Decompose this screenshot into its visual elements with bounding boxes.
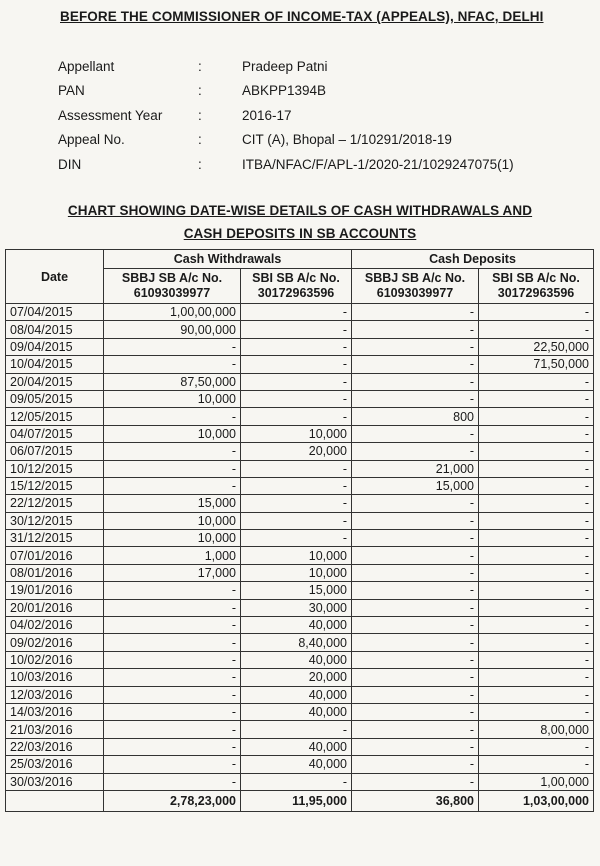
detail-colon: : xyxy=(198,59,202,74)
amount-cell: 1,000 xyxy=(104,547,241,564)
document-heading: BEFORE THE COMMISSIONER OF INCOME-TAX (APPEALS), NFAC, DELHI xyxy=(60,9,544,24)
date-cell: 07/04/2015 xyxy=(6,304,104,321)
amount-cell: - xyxy=(241,408,352,425)
amount-cell: 10,000 xyxy=(104,512,241,529)
table-row xyxy=(6,686,594,703)
amount-cell: - xyxy=(104,651,241,668)
amount-cell: - xyxy=(352,425,479,442)
totals-row xyxy=(6,790,594,811)
amount-cell: - xyxy=(479,321,594,338)
amount-cell: - xyxy=(241,373,352,390)
table-row xyxy=(6,756,594,773)
amount-cell: - xyxy=(104,338,241,355)
table-row xyxy=(6,408,594,425)
amount-cell: - xyxy=(352,495,479,512)
detail-colon: : xyxy=(198,107,202,123)
table-row xyxy=(6,669,594,686)
date-cell: 12/05/2015 xyxy=(6,408,104,425)
amount-cell: - xyxy=(352,721,479,738)
date-cell: 09/05/2015 xyxy=(6,390,104,407)
amount-cell: - xyxy=(241,512,352,529)
table-row xyxy=(6,530,594,547)
amount-cell: - xyxy=(352,390,479,407)
amount-cell: - xyxy=(104,617,241,634)
detail-value: 2016-17 xyxy=(242,107,292,123)
table-row xyxy=(6,495,594,512)
amount-cell: 90,00,000 xyxy=(104,321,241,338)
detail-label: Assessment Year xyxy=(58,107,163,123)
amount-cell: - xyxy=(352,686,479,703)
amount-cell: - xyxy=(104,599,241,616)
table-row xyxy=(6,443,594,460)
amount-cell: - xyxy=(352,582,479,599)
amount-cell: 15,000 xyxy=(104,495,241,512)
total-cell: 36,800 xyxy=(352,790,479,811)
date-header: Date xyxy=(6,250,104,304)
amount-cell: 10,000 xyxy=(104,390,241,407)
column-header: SBBJ SB A/c No. 61093039977 xyxy=(352,269,479,304)
date-cell: 10/12/2015 xyxy=(6,460,104,477)
detail-row xyxy=(58,55,514,79)
amount-cell: - xyxy=(352,373,479,390)
amount-cell: - xyxy=(104,356,241,373)
amount-cell: 20,000 xyxy=(241,443,352,460)
amount-cell: 71,50,000 xyxy=(479,356,594,373)
amount-cell: - xyxy=(352,773,479,790)
amount-cell: 8,40,000 xyxy=(241,634,352,651)
table-row xyxy=(6,721,594,738)
amount-cell: - xyxy=(352,443,479,460)
amount-cell: 17,000 xyxy=(104,564,241,581)
table-row xyxy=(6,599,594,616)
appeal-details xyxy=(58,55,514,177)
amount-cell: - xyxy=(241,460,352,477)
table-row xyxy=(6,304,594,321)
amount-cell: - xyxy=(104,408,241,425)
amount-cell: - xyxy=(479,443,594,460)
amount-cell: 40,000 xyxy=(241,738,352,755)
table-row xyxy=(6,425,594,442)
amount-cell: 40,000 xyxy=(241,686,352,703)
totals-label-cell xyxy=(6,790,104,811)
amount-cell: - xyxy=(479,477,594,494)
amount-cell: - xyxy=(352,547,479,564)
date-cell: 09/04/2015 xyxy=(6,338,104,355)
table-row xyxy=(6,738,594,755)
amount-cell: - xyxy=(479,390,594,407)
date-cell: 25/03/2016 xyxy=(6,756,104,773)
table-row xyxy=(6,321,594,338)
date-cell: 21/03/2016 xyxy=(6,721,104,738)
amount-cell: - xyxy=(352,634,479,651)
amount-cell: - xyxy=(352,321,479,338)
date-cell: 14/03/2016 xyxy=(6,703,104,720)
table-row xyxy=(6,651,594,668)
amount-cell: - xyxy=(479,669,594,686)
deposits-group-header: Cash Deposits xyxy=(352,250,594,269)
amount-cell: - xyxy=(104,738,241,755)
date-cell: 20/01/2016 xyxy=(6,599,104,616)
date-cell: 19/01/2016 xyxy=(6,582,104,599)
amount-cell: - xyxy=(104,443,241,460)
amount-cell: 15,000 xyxy=(352,477,479,494)
amount-cell: - xyxy=(352,338,479,355)
amount-cell: - xyxy=(104,582,241,599)
amount-cell: 30,000 xyxy=(241,599,352,616)
detail-value: ITBA/NFAC/F/APL-1/2020-21/1029247075(1) xyxy=(242,156,514,172)
detail-label: Appeal No. xyxy=(58,132,125,148)
amount-cell: 87,50,000 xyxy=(104,373,241,390)
amount-cell: - xyxy=(479,373,594,390)
amount-cell: - xyxy=(479,564,594,581)
cash-transactions-table xyxy=(5,249,594,812)
amount-cell: - xyxy=(479,408,594,425)
detail-label: PAN xyxy=(58,83,85,99)
amount-cell: - xyxy=(241,495,352,512)
amount-cell: 40,000 xyxy=(241,651,352,668)
amount-cell: - xyxy=(479,304,594,321)
amount-cell: - xyxy=(352,512,479,529)
amount-cell: 1,00,00,000 xyxy=(104,304,241,321)
date-cell: 20/04/2015 xyxy=(6,373,104,390)
total-cell: 2,78,23,000 xyxy=(104,790,241,811)
chart-title-line-2: CASH DEPOSITS IN SB ACCOUNTS xyxy=(183,226,417,241)
amount-cell: - xyxy=(352,356,479,373)
total-cell: 1,03,00,000 xyxy=(479,790,594,811)
table-row xyxy=(6,547,594,564)
amount-cell: - xyxy=(479,425,594,442)
detail-label: DIN xyxy=(58,156,82,172)
amount-cell: - xyxy=(104,756,241,773)
detail-row xyxy=(58,79,514,103)
amount-cell: - xyxy=(479,686,594,703)
amount-cell: - xyxy=(241,356,352,373)
date-cell: 30/12/2015 xyxy=(6,512,104,529)
amount-cell: - xyxy=(104,686,241,703)
amount-cell: 40,000 xyxy=(241,617,352,634)
amount-cell: 10,000 xyxy=(241,425,352,442)
detail-colon: : xyxy=(198,156,202,172)
withdrawals-group-header: Cash Withdrawals xyxy=(104,250,352,269)
amount-cell: - xyxy=(352,703,479,720)
table-row xyxy=(6,390,594,407)
amount-cell: - xyxy=(241,477,352,494)
amount-cell: - xyxy=(352,530,479,547)
date-cell: 06/07/2015 xyxy=(6,443,104,460)
amount-cell: - xyxy=(241,321,352,338)
amount-cell: - xyxy=(352,617,479,634)
table-row xyxy=(6,703,594,720)
amount-cell: - xyxy=(352,564,479,581)
amount-cell: - xyxy=(104,460,241,477)
amount-cell: - xyxy=(104,773,241,790)
detail-row xyxy=(58,104,514,128)
date-cell: 15/12/2015 xyxy=(6,477,104,494)
table-row xyxy=(6,512,594,529)
amount-cell: - xyxy=(352,651,479,668)
date-cell: 08/01/2016 xyxy=(6,564,104,581)
amount-cell: - xyxy=(241,338,352,355)
detail-value: ABKPP1394B xyxy=(242,83,327,99)
amount-cell: - xyxy=(479,651,594,668)
amount-cell: - xyxy=(479,703,594,720)
amount-cell: 10,000 xyxy=(104,530,241,547)
date-cell: 22/03/2016 xyxy=(6,738,104,755)
table-row xyxy=(6,773,594,790)
amount-cell: - xyxy=(479,495,594,512)
date-cell: 31/12/2015 xyxy=(6,530,104,547)
amount-cell: 10,000 xyxy=(241,547,352,564)
date-cell: 08/04/2015 xyxy=(6,321,104,338)
amount-cell: - xyxy=(104,634,241,651)
date-cell: 04/02/2016 xyxy=(6,617,104,634)
date-cell: 22/12/2015 xyxy=(6,495,104,512)
table-row xyxy=(6,634,594,651)
date-cell: 12/03/2016 xyxy=(6,686,104,703)
detail-value: Pradeep Patni xyxy=(242,59,328,74)
amount-cell: - xyxy=(241,530,352,547)
total-cell: 11,95,000 xyxy=(241,790,352,811)
table-row xyxy=(6,373,594,390)
amount-cell: - xyxy=(241,390,352,407)
date-cell: 09/02/2016 xyxy=(6,634,104,651)
amount-cell: - xyxy=(479,460,594,477)
amount-cell: 40,000 xyxy=(241,756,352,773)
table-row xyxy=(6,617,594,634)
table-row xyxy=(6,477,594,494)
amount-cell: - xyxy=(479,512,594,529)
column-header: SBI SB A/c No. 30172963596 xyxy=(241,269,352,304)
detail-value: CIT (A), Bhopal – 1/10291/2018-19 xyxy=(242,132,452,148)
amount-cell: - xyxy=(479,530,594,547)
amount-cell: 21,000 xyxy=(352,460,479,477)
amount-cell: - xyxy=(352,669,479,686)
amount-cell: - xyxy=(352,738,479,755)
detail-label: Appellant xyxy=(58,59,115,74)
amount-cell: - xyxy=(241,721,352,738)
column-header: SBBJ SB A/c No. 61093039977 xyxy=(104,269,241,304)
table-row xyxy=(6,582,594,599)
table-row xyxy=(6,338,594,355)
detail-row xyxy=(58,153,514,177)
amount-cell: 15,000 xyxy=(241,582,352,599)
amount-cell: - xyxy=(104,669,241,686)
table-row xyxy=(6,564,594,581)
amount-cell: - xyxy=(104,721,241,738)
amount-cell: - xyxy=(104,703,241,720)
amount-cell: 10,000 xyxy=(104,425,241,442)
detail-colon: : xyxy=(198,83,202,99)
amount-cell: - xyxy=(352,599,479,616)
date-cell: 04/07/2015 xyxy=(6,425,104,442)
chart-title-line-1: CHART SHOWING DATE-WISE DETAILS OF CASH WITHDRAWALS AND xyxy=(67,203,533,218)
amount-cell: 800 xyxy=(352,408,479,425)
amount-cell: 1,00,000 xyxy=(479,773,594,790)
amount-cell: 8,00,000 xyxy=(479,721,594,738)
amount-cell: - xyxy=(479,547,594,564)
amount-cell: - xyxy=(104,477,241,494)
amount-cell: - xyxy=(241,773,352,790)
amount-cell: - xyxy=(479,634,594,651)
date-cell: 10/03/2016 xyxy=(6,669,104,686)
detail-row xyxy=(58,128,514,152)
amount-cell: - xyxy=(241,304,352,321)
date-cell: 07/01/2016 xyxy=(6,547,104,564)
amount-cell: 22,50,000 xyxy=(479,338,594,355)
amount-cell: - xyxy=(352,304,479,321)
table-row xyxy=(6,356,594,373)
amount-cell: 20,000 xyxy=(241,669,352,686)
detail-colon: : xyxy=(198,132,202,148)
amount-cell: - xyxy=(479,582,594,599)
amount-cell: - xyxy=(479,617,594,634)
amount-cell: 10,000 xyxy=(241,564,352,581)
column-header: SBI SB A/c No. 30172963596 xyxy=(479,269,594,304)
amount-cell: - xyxy=(352,756,479,773)
amount-cell: 40,000 xyxy=(241,703,352,720)
amount-cell: - xyxy=(479,756,594,773)
date-cell: 10/02/2016 xyxy=(6,651,104,668)
date-cell: 30/03/2016 xyxy=(6,773,104,790)
table-body xyxy=(6,304,594,812)
date-cell: 10/04/2015 xyxy=(6,356,104,373)
table-row xyxy=(6,460,594,477)
amount-cell: - xyxy=(479,738,594,755)
amount-cell: - xyxy=(479,599,594,616)
